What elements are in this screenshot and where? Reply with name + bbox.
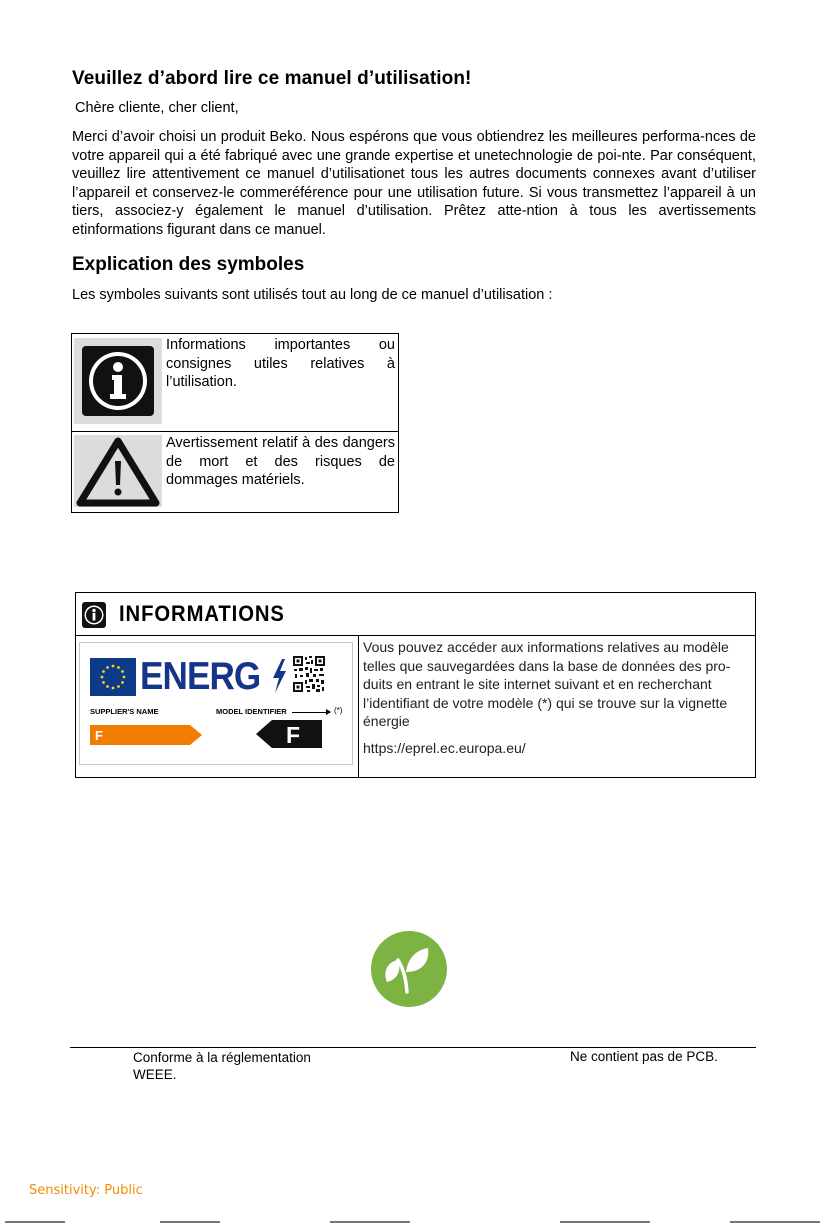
bottom-edge-mark <box>5 1221 65 1223</box>
energy-class-bar <box>90 725 202 745</box>
bottom-edge-mark <box>160 1221 220 1223</box>
symbols-heading: Explication des symboles <box>72 254 305 275</box>
info-icon <box>82 602 106 628</box>
information-box <box>75 592 756 778</box>
pcb-note: Ne contient pas de PCB. <box>570 1049 718 1064</box>
symbol-row-info <box>72 334 398 432</box>
energy-class-right: F <box>286 722 301 748</box>
energy-label-word: ENERG <box>140 655 261 698</box>
symbol-info-text: Informations importantes ou consignes utiles relatives à l’utilisation. <box>166 337 395 390</box>
footer-rule <box>70 1047 756 1048</box>
asterisk-marker: (*) <box>334 706 343 715</box>
greeting: Chère cliente, cher client, <box>75 100 239 116</box>
weee-note: Conforme à la réglementation WEEE. <box>133 1050 311 1082</box>
arrow-line <box>292 712 330 713</box>
information-text: Vous pouvez accéder aux informations relatives au modèle telles que sauvegardées dans la base de données des pro-duits en entrant le site internet suivant et en recherchant l’identifiant de votre modèle (*) qui se trouve sur la vignette énergie <box>363 639 731 730</box>
leaf-logo-icon <box>370 930 448 1008</box>
sensitivity-label: Sensitivity: Public <box>29 1183 143 1198</box>
bottom-edge-mark <box>730 1221 820 1223</box>
warning-icon <box>74 435 162 507</box>
lightning-bolt-icon <box>270 659 288 693</box>
symbols-table <box>71 333 399 513</box>
energy-label-panel <box>76 636 359 777</box>
supplier-name-label: SUPPLIER'S NAME <box>90 707 159 716</box>
page-title: Veuillez d’abord lire ce manuel d’utilisation! <box>72 68 472 89</box>
symbol-row-warning <box>72 432 398 512</box>
bottom-edge-mark <box>330 1221 410 1223</box>
information-title: INFORMATIONS <box>119 601 285 626</box>
energy-class-arrow <box>256 720 322 748</box>
information-header <box>76 593 755 636</box>
energy-label <box>79 642 353 765</box>
eu-flag-icon <box>90 658 136 696</box>
bottom-edge-mark <box>560 1221 650 1223</box>
information-text-panel <box>363 638 743 758</box>
energy-class-left: F <box>95 728 103 743</box>
intro-paragraph: Merci d’avoir choisi un produit Beko. Nous espérons que vous obtiendrez les meilleures performa-nces de votre appareil qui a été fabriqué avec une grande expertise et unetechnologie de poi-nte. Par conséquent, veuillez lire attentivement ce manuel d’utilisationet tous les autres documents connexes avant d’utiliser l’appareil et conservez-le commeréférence pour une utilisation future. Si vous transmettez l’appareil à un tiers, associez-y également le manuel d’utilisation. Prêtez atte-ntion à tous les avertissements etinformations figurant dans ce manuel. <box>72 129 756 238</box>
info-icon <box>74 338 162 424</box>
model-identifier-label: MODEL IDENTIFIER <box>216 707 287 716</box>
eprel-link[interactable]: https://eprel.ec.europa.eu/ <box>363 739 526 756</box>
qr-code-icon <box>292 655 326 693</box>
symbols-intro: Les symboles suivants sont utilisés tout au long de ce manuel d’utilisation : <box>72 287 553 303</box>
symbol-warning-text: Avertissement relatif à des dangers de mort et des risques de dommages matériels. <box>166 435 395 488</box>
arrow-head-icon <box>326 709 331 715</box>
